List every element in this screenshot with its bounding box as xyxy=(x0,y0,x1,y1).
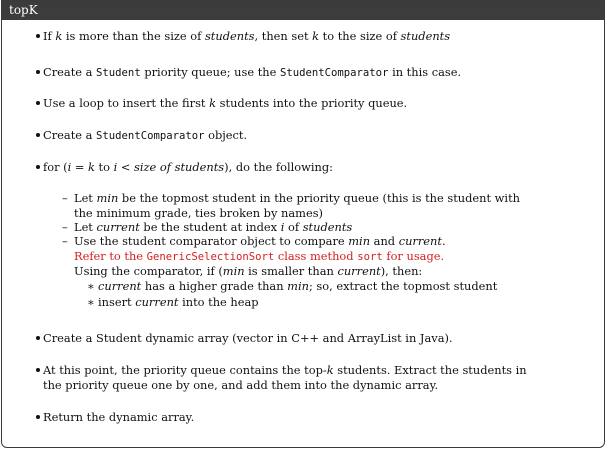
bullet-dot xyxy=(36,165,40,169)
bullet-dot xyxy=(36,415,40,419)
bullet-item-3: Use a loop to insert the first k students into the priority queue. xyxy=(43,96,583,111)
bullet-item-6: Create a Student dynamic array (vector in C++ and ArrayList in Java). xyxy=(43,331,583,346)
bullet-item-8: Return the dynamic array. xyxy=(43,410,583,425)
dash-marker: – xyxy=(62,220,68,234)
bullet-dot xyxy=(36,70,40,74)
star-marker: ∗ xyxy=(87,295,95,309)
box-title: topK xyxy=(2,1,604,20)
topk-box xyxy=(1,0,605,448)
star-marker: ∗ xyxy=(87,279,95,293)
bullet-dot xyxy=(36,336,40,340)
dash-marker: – xyxy=(62,234,68,248)
sub-item-1: – Let min be the topmost student in the priority queue (this is the student with the minimum grade, ties broken by names) xyxy=(62,191,520,220)
bullet-dot xyxy=(36,101,40,105)
sub-item-3: – Use the student comparator object to compare min and current. xyxy=(62,234,446,248)
bullet-item-2: Create a Student priority queue; use the StudentComparator in this case. xyxy=(43,65,583,81)
bullet-item-4: Create a StudentComparator object. xyxy=(43,128,583,144)
dash-marker: – xyxy=(62,191,68,205)
bullet-item-7: At this point, the priority queue contains the top-k students. Extract the students in the priority queue one by one, and add them into the dynamic array. xyxy=(43,363,583,392)
bullet-dot xyxy=(36,34,40,38)
bullet-item-1: If k is more than the size of students, then set k to the size of students xyxy=(43,29,583,44)
bullet-dot xyxy=(36,368,40,372)
sub-item-2: – Let current be the student at index i of students xyxy=(62,220,353,234)
bullet-dot xyxy=(36,133,40,137)
subsub-item-1: ∗ current has a higher grade than min; so, extract the topmost student xyxy=(87,279,498,293)
comparator-condition: Using the comparator, if (min is smaller than current), then: xyxy=(74,264,423,278)
usage-note: Refer to the GenericSelectionSort class method sort for usage. xyxy=(74,249,445,263)
subsub-item-2: ∗ insert current into the heap xyxy=(87,295,259,309)
bullet-item-5: for (i = k to i < size of students), do the following: xyxy=(43,160,583,175)
